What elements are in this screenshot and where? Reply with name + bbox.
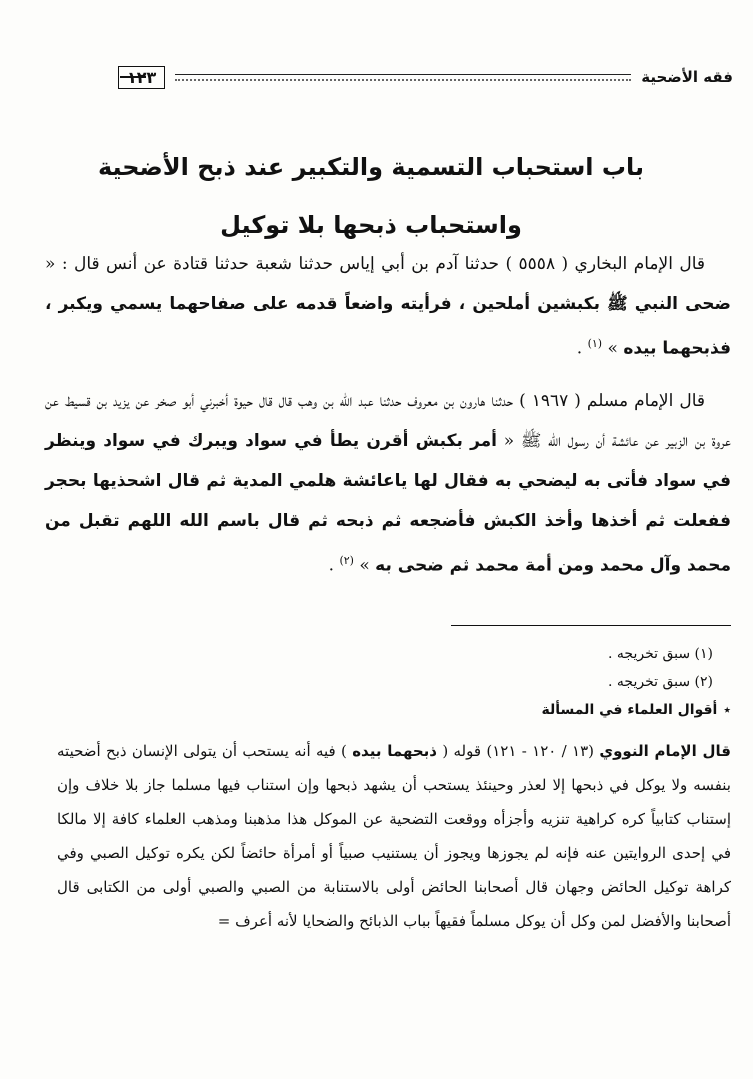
hadith-bukhari [45, 244, 731, 369]
chapter-title-line-2: واستحباب ذبحها بلا توكيل [220, 211, 522, 239]
hadith-muslim-matn: أمر بكبش أقرن يطأ في سواد ويبرك في سواد وينظر في سواد فأتى به ليضحي به فقال لها ياعائشة هلمي المدية ثم قال اشحذيها بحجر ففعلت ثم أخذها وأخذ الكبش فأضجعه ثم ذبحه ثم قال باسم الله اللهم تقبل من محمد وآل محمد ومن أمة محمد ثم ضحى به [45, 430, 731, 576]
header-dash [120, 76, 146, 78]
nawawi-text: ) فيه أنه يستحب أن يتولى الإنسان ذبح أضحيته بنفسه ولا يوكل في ذبحها إلا لعذر وحينئذ يستحب أن يشهد ذبحها وإن استناب فيها مسلما جاز بلا خلاف وإن إستناب كتابياً كره كراهية تنزيه وأجزأه ووقعت التضحية عن الموكل هذا مذهبنا ومذهب العلماء كافة إلا مالكا في إحدى الروايتين عنه فإنه لم يجوزها ويجوز أن يستنيب صبياً أو أمرأة حائضاً لكن يكره توكيل الصبي وفي كراهة توكيل الحائض وجهان قال أصحابنا الحائض أولى بالاستنابة من الصبي والصبي أولى من الكتابى قال أصحابنا والأفضل لمن وكل أن يوكل مسلماً فقيهاً بباب الذبائح والضحايا لأنه أعرف = [57, 742, 731, 930]
nawawi-commentary [57, 734, 731, 938]
book-title: فقه الأضحية [641, 68, 733, 86]
page-number: ١٢٣ [118, 66, 165, 89]
nawawi-quote-intro: قوله ( [442, 742, 482, 760]
hadith-muslim-close: » [359, 555, 370, 576]
star-icon: ٭ [723, 702, 731, 718]
header-rule [175, 74, 631, 81]
hadith-bukhari-isnad: قال الإمام البخاري ( ٥٥٥٨ ) حدثنا آدم بن أبي إياس حدثنا شعبة حدثنا قتادة عن أنس قال : « [45, 254, 706, 274]
nawawi-quote: ذبحهما بيده [352, 742, 437, 760]
hadith-bukhari-close: » [607, 338, 618, 359]
footnote-divider [451, 625, 731, 626]
hadith-muslim [45, 381, 731, 586]
footnote-ref-2: (٢) [339, 553, 354, 567]
hadith-bukhari-matn: ضحى النبي ﷺ بكبشين أملحين ، فرأيته واضعاً قدمه على صفاحهما يسمي ويكبر ، فذبحهما بيده [45, 294, 731, 359]
nawawi-ref: (١٣ / ١٢٠ - ١٢١) [486, 742, 595, 760]
main-text [45, 244, 731, 585]
opinions-heading-text: أقوال العلماء في المسألة [541, 702, 718, 718]
footnote-2: (٢) سبق تخريجه . [608, 674, 713, 690]
footnote-ref-1: (١) [587, 337, 603, 350]
page-header [118, 62, 733, 92]
chapter-title [91, 138, 651, 254]
nawawi-lead: قال الإمام النووي [599, 742, 731, 760]
opinions-heading [53, 696, 731, 724]
footnotes [53, 640, 731, 724]
hadith-bukhari-end: . [576, 338, 583, 359]
chapter-title-line-1: باب استحباب التسمية والتكبير عند ذبح الأضحية [97, 153, 645, 181]
footnote-1: (١) سبق تخريجه . [608, 646, 713, 662]
hadith-muslim-isnad: قال الإمام مسلم ( ١٩٦٧ ) حدثنا هارون بن معروف حدثنا عبد الله بن وهب قال قال حيوة أخبرني أبو صخر عن يزيد بن قسيط عن عروة بن الزبير عن عائشة أن رسول الله ﷺ « [45, 390, 732, 451]
hadith-muslim-end: . [328, 555, 335, 576]
